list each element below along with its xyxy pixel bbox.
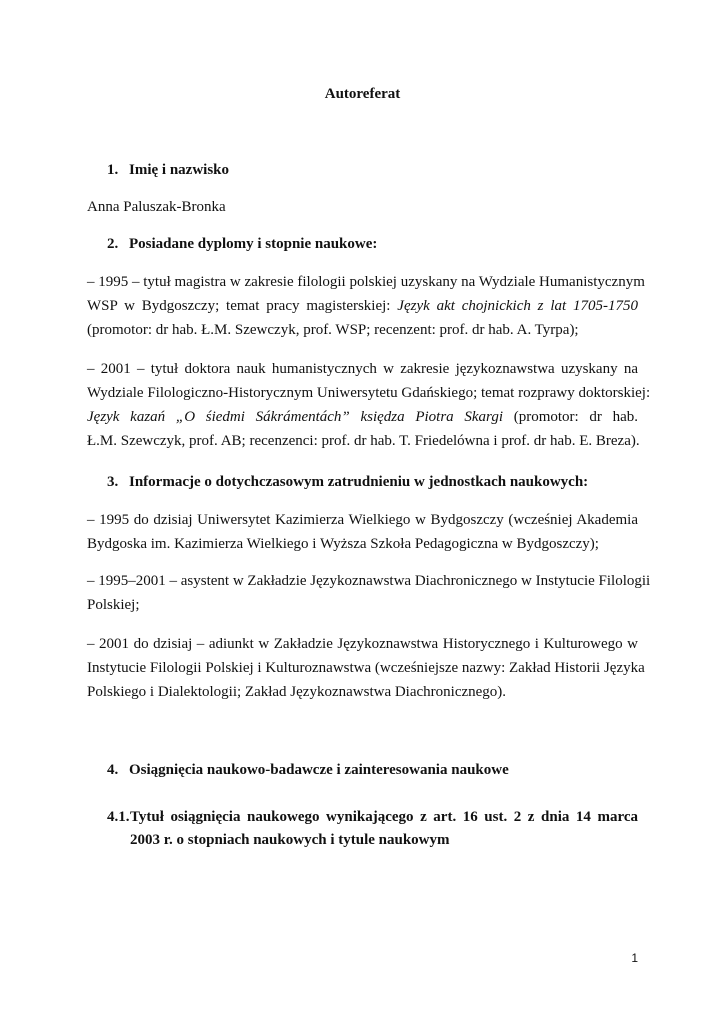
text-line: Bydgoska im. Kazimierza Wielkiego i Wyższa Szkoła Pedagogiczna w Bydgoszczy);	[87, 536, 599, 552]
text-line	[87, 294, 638, 318]
text-line: – 2001 – tytuł doktora nauk humanistycznych w zakresie językoznawstwa uzyskany na	[87, 361, 638, 377]
section-number: 2.	[107, 236, 119, 252]
paragraph-employment-3	[87, 632, 645, 704]
section-number: 4.	[107, 762, 119, 778]
section-title: Imię i nazwisko	[129, 162, 230, 178]
section-number: 3.	[107, 474, 119, 490]
text-line: (promotor: dr hab. Ł.M. Szewczyk, prof. WSP; recenzent: prof. dr hab. A. Tyrpa);	[87, 322, 579, 338]
paragraph-employment-1	[87, 508, 638, 556]
text-span: WSP w Bydgoszczy; temat pracy magisterskiej:	[87, 298, 398, 314]
text-line: Wydziale Filologiczno-Historycznym Uniwersytetu Gdańskiego; temat rozprawy doktorskiej:	[87, 385, 651, 401]
subsection-line	[107, 809, 638, 826]
text-line: Polskiego i Dialektologii; Zakład Językoznawstwa Diachronicznego).	[87, 684, 507, 700]
text-span: (promotor: dr hab.	[503, 409, 639, 425]
text-line: Polskiej;	[87, 597, 140, 613]
thesis-title: Język akt chojnickich z lat 1705-1750	[397, 298, 638, 314]
document-title: Autoreferat	[324, 86, 401, 102]
text-line: – 2001 do dzisiaj – adiunkt w Zakładzie Językoznawstwa Historycznego i Kulturowego w	[87, 636, 638, 652]
section-title-continuation: 2003 r. o stopniach naukowych i tytule naukowym	[130, 832, 450, 848]
section-title: Posiadane dyplomy i stopnie naukowe:	[129, 236, 378, 252]
paragraph-employment-2	[87, 569, 651, 617]
section-number: 1.	[107, 162, 119, 178]
text-line: – 1995 do dzisiaj Uniwersytet Kazimierza Wielkiego w Bydgoszczy (wcześniej Akademia	[87, 512, 638, 528]
section-2-heading	[107, 236, 377, 253]
section-number: 4.1.	[107, 809, 130, 825]
section-1-heading	[107, 162, 229, 179]
text-line: – 1995 – tytuł magistra w zakresie filologii polskiej uzyskany na Wydziale Humanistycznym	[87, 274, 645, 290]
section-4-1-heading	[107, 809, 638, 849]
text-line: – 1995–2001 – asystent w Zakładzie Językoznawstwa Diachronicznego w Instytucie Filologii	[87, 573, 651, 589]
text-line: Ł.M. Szewczyk, prof. AB; recenzenci: prof. dr hab. T. Friedelówna i prof. dr hab. E. Breza).	[87, 433, 640, 449]
section-title: Osiągnięcia naukowo-badawcze i zainteresowania naukowe	[129, 762, 509, 778]
section-title: Tytuł osiągnięcia naukowego wynikającego z art. 16 ust. 2 z dnia 14 marca	[130, 809, 638, 825]
paragraph-master-degree	[87, 270, 645, 342]
page-number: 1	[631, 951, 638, 965]
paragraph-doctorate	[87, 357, 651, 453]
section-3-heading	[107, 474, 588, 491]
text-line: Instytucie Filologii Polskiej i Kulturoznawstwa (wcześniejsze nazwy: Zakład Historii Języka	[87, 660, 645, 676]
section-4-heading	[107, 762, 509, 779]
dissertation-title: Język kazań „O śiedmi Sákrámentách” księdza Piotra Skargi	[87, 409, 503, 425]
author-name: Anna Paluszak-Bronka	[87, 199, 226, 215]
text-line	[87, 405, 638, 429]
section-title: Informacje o dotychczasowym zatrudnieniu w jednostkach naukowych:	[129, 474, 589, 490]
